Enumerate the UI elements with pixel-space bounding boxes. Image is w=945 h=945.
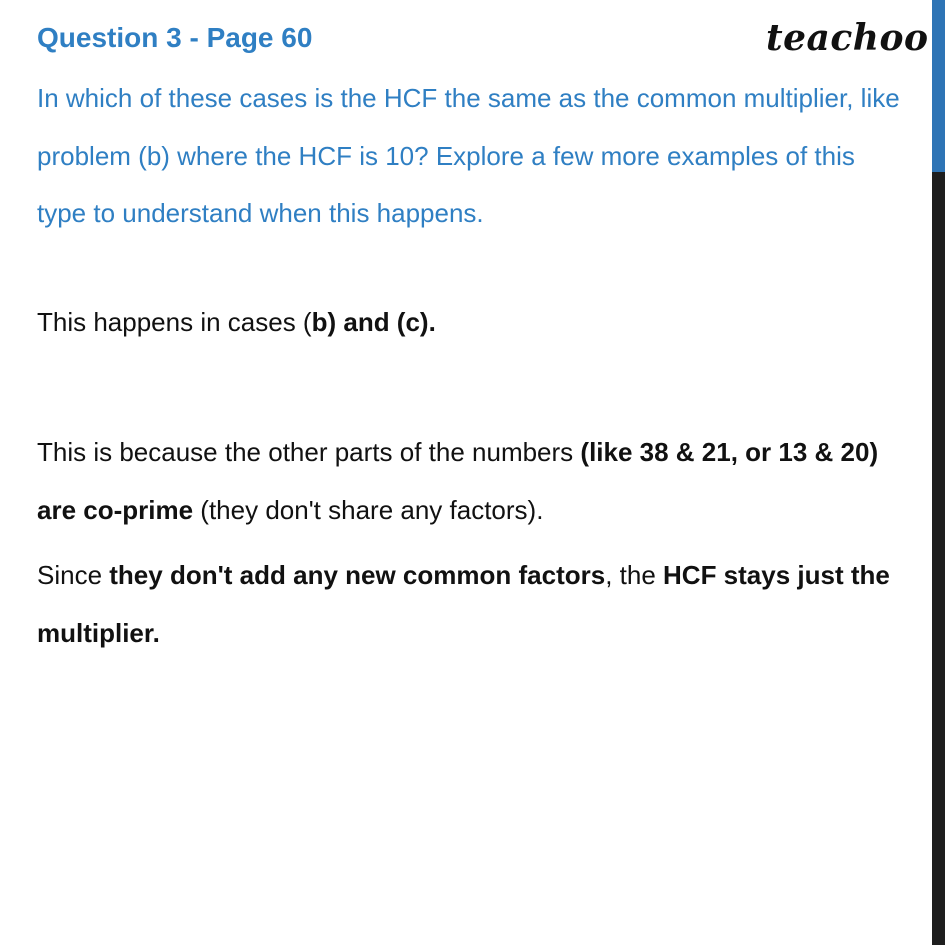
answer-text: Since xyxy=(37,560,110,590)
question-text: In which of these cases is the HCF the same as the common multiplier, like problem (b) where the HCF is 10? Explore a few more examples of this type to understand when this happens. xyxy=(37,83,900,228)
answer-bold-text: HCF stays just the multiplier. xyxy=(37,560,890,648)
answer-bold-text: (like 38 & 21, or 13 & 20) are co-prime xyxy=(37,437,879,525)
answer-text: (they don't share any factors). xyxy=(193,494,544,525)
answer-bold-text: b) and (c). xyxy=(311,307,436,337)
scrollbar-thumb[interactable] xyxy=(932,0,945,172)
scrollbar[interactable] xyxy=(932,0,945,945)
answer-paragraph-2 xyxy=(37,424,907,539)
answer-text: This is because the other parts of the numbers xyxy=(37,437,581,467)
answer-paragraph-3 xyxy=(37,547,907,662)
answer-text: , the xyxy=(605,560,664,590)
answer-paragraph-1 xyxy=(37,294,907,352)
answer-bold-text: they don't add any new common factors xyxy=(109,560,606,590)
answer-text: This happens in cases ( xyxy=(37,307,312,337)
page-title: Question 3 - Page 60 xyxy=(37,22,313,53)
teachoo-logo: teachoo xyxy=(766,17,929,59)
